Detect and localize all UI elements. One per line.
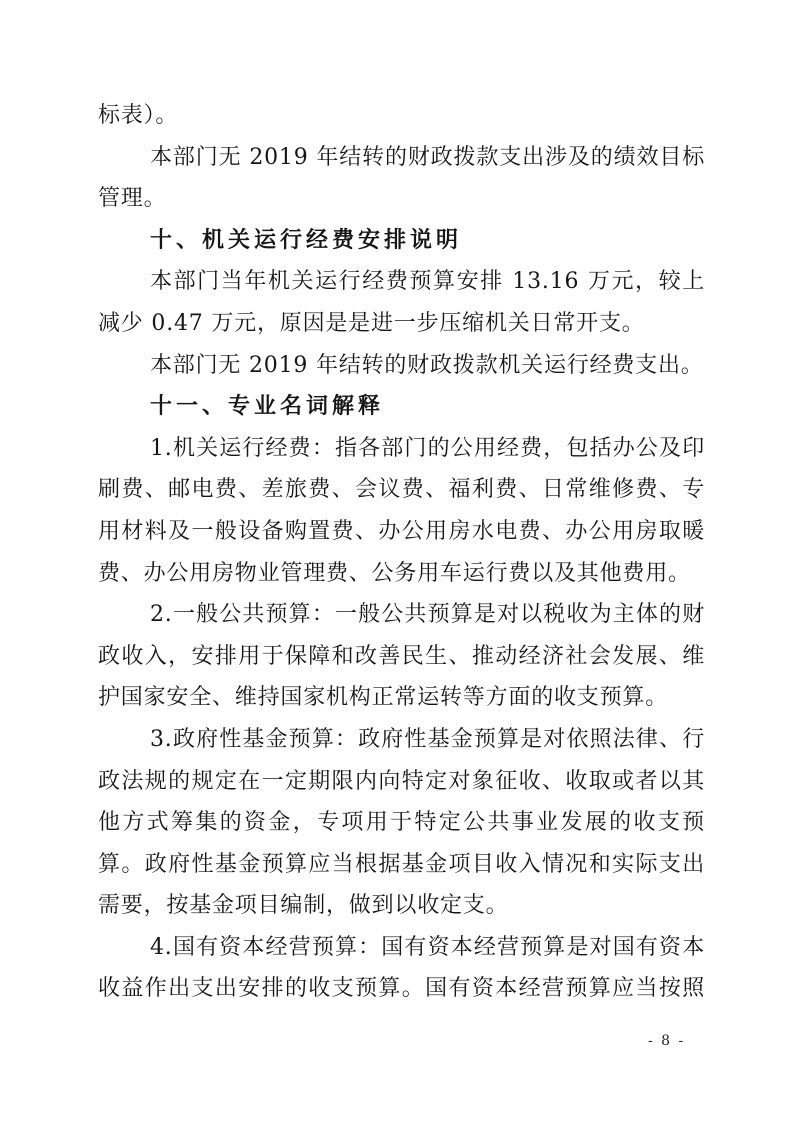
paragraph-line: 护国家安全、维持国家机构正常运转等方面的收支预算。	[98, 685, 669, 711]
section-heading-line: 十一、专业名词解释	[150, 394, 385, 420]
paragraph-line: 标表）。	[98, 103, 179, 128]
paragraph-line: 费、办公用房物业管理费、公务用车运行费以及其他费用。	[98, 560, 691, 586]
paragraph-line: 本部门当年机关运行经费预算安排 13.16 万元，较上	[150, 269, 705, 295]
paragraph-line: 3.政府性基金预算：政府性基金预算是对依照法律、行	[150, 726, 705, 752]
section-heading-line: 十、机关运行经费安排说明	[150, 227, 463, 253]
paragraph-line: 政收入，安排用于保障和改善民生、推动经济社会发展、维	[98, 643, 705, 669]
paragraph-line: 减少 0.47 万元，原因是是进一步压缩机关日常开支。	[98, 310, 645, 336]
paragraph-line: 收益作出支出安排的收支预算。国有资本经营预算应当按照	[98, 976, 705, 1002]
paragraph-line: 管理。	[98, 186, 167, 212]
document-content	[98, 95, 705, 1010]
paragraph-line: 1.机关运行经费：指各部门的公用经费，包括办公及印	[150, 435, 705, 461]
paragraph-line: 需要，按基金项目编制，做到以收定支。	[98, 893, 509, 919]
paragraph-line: 本部门无 2019 年结转的财政拨款机关运行经费支出。	[150, 352, 704, 378]
paragraph-line: 他方式筹集的资金，专项用于特定公共事业发展的收支预	[98, 810, 705, 836]
paragraph-line: 刷费、邮电费、差旅费、会议费、福利费、日常维修费、专	[98, 477, 705, 503]
paragraph-line: 政法规的规定在一定期限内向特定对象征收、收取或者以其	[98, 768, 705, 794]
paragraph-line: 算。政府性基金预算应当根据基金项目收入情况和实际支出	[98, 851, 705, 877]
paragraph-line: 4.国有资本经营预算：国有资本经营预算是对国有资本	[150, 934, 705, 960]
paragraph-line: 用材料及一般设备购置费、办公用房水电费、办公用房取暖	[98, 518, 705, 544]
paragraph-line: 2.一般公共预算：一般公共预算是对以税收为主体的财	[150, 602, 705, 628]
page-number: - 8 -	[648, 1033, 686, 1049]
paragraph-line: 本部门无 2019 年结转的财政拨款支出涉及的绩效目标	[150, 144, 705, 170]
